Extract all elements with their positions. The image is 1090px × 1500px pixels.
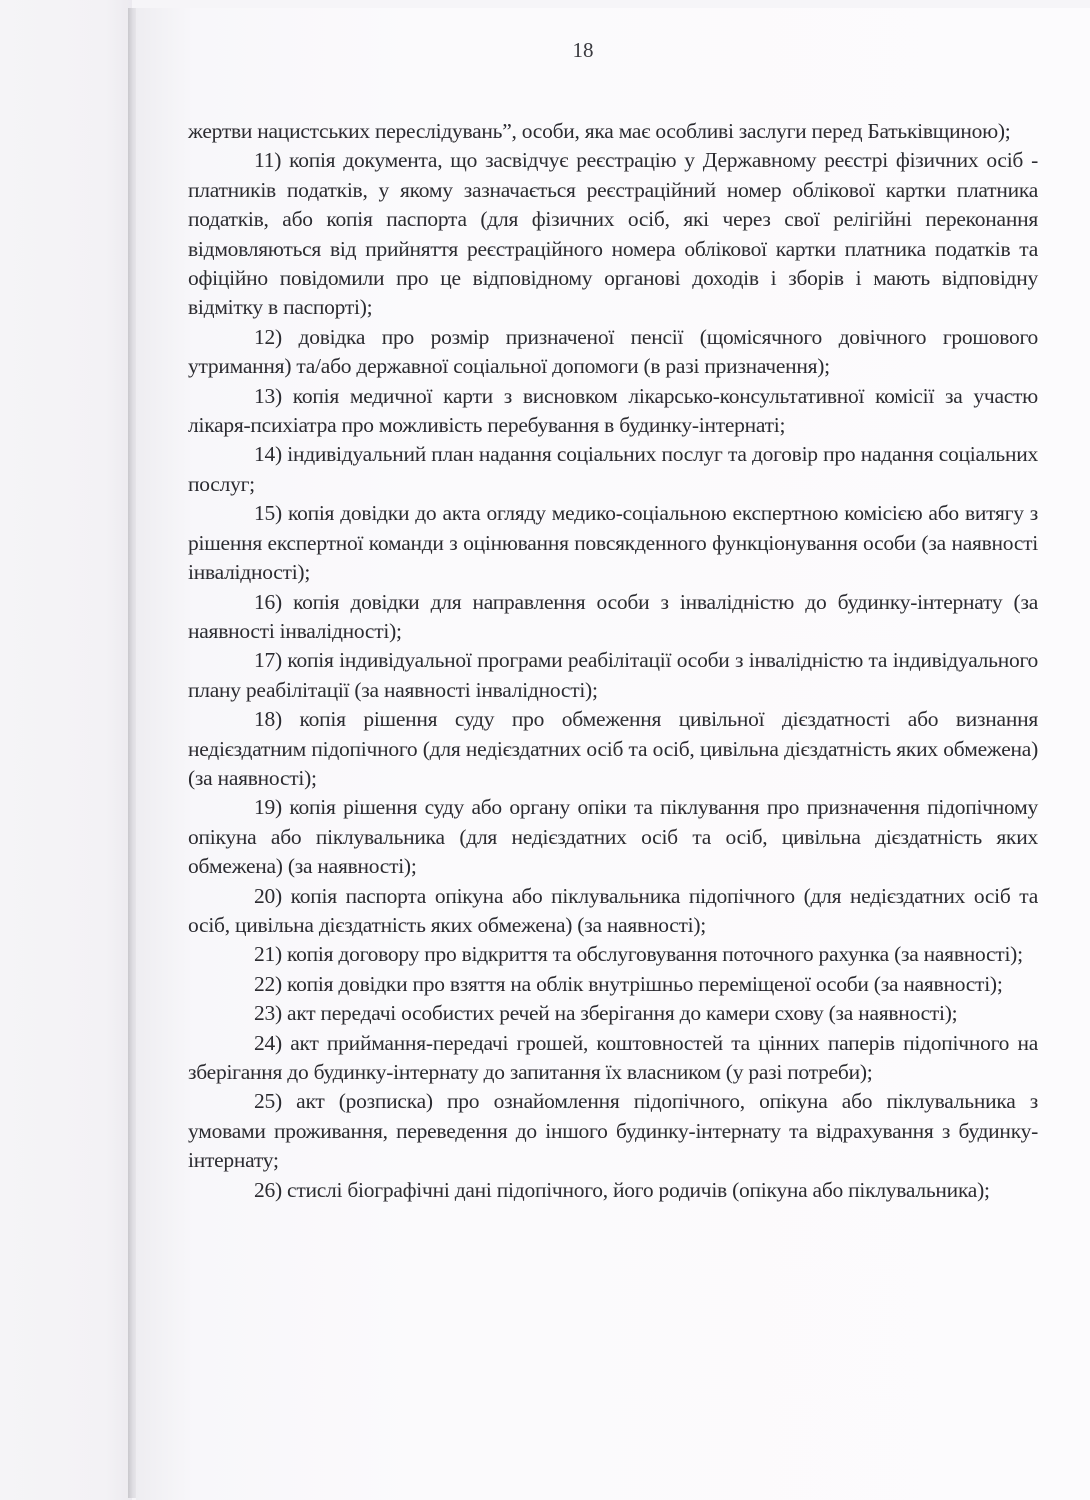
list-item-12: 12) довідка про розмір призначеної пенсії (щомісячного довічного грошового утримання) та/або державної соціальної допомоги (в разі призначення); (188, 324, 1038, 379)
list-item-17: 17) копія індивідуальної програми реабілітації особи з інвалідністю та індивідуального плану реабілітації (за наявності інвалідності); (188, 648, 1038, 702)
continuation-paragraph: жертви нацистських переслідувань”, особи, яка має особливі заслуги перед Батьківщиною); (188, 119, 1011, 143)
list-item-26: 26) стислі біографічні дані підопічного, його родичів (опікуна або піклувальника); (254, 1177, 990, 1202)
document-body (188, 117, 1038, 1205)
page-number: 18 (572, 38, 594, 62)
list-item-22: 22) копія довідки про взяття на облік внутрішньо переміщеної особи (за наявності); (254, 971, 1003, 996)
list-item-25: 25) акт (розписка) про ознайомлення підопічного, опікуна або піклувальника з умовами проживання, переведення до іншого будинку-інтернату та відрахування з будинку-інтернату; (188, 1089, 1038, 1173)
list-item-11: 11) копія документа, що засвідчує реєстрацію у Державному реєстрі фізичних осіб - платників податків, у якому зазначається реєстраційний номер облікової картки платника податків, або копія паспорта (для фізичних осіб, які через свої релігійні переконання відмовляються від прийняття реєстраційного номера облікової картки платника податків та офіційно повідомили про це відповідному органові доходів і зборів і мають відповідну відмітку в паспорті); (188, 148, 1038, 320)
list-item-23: 23) акт передачі особистих речей на зберігання до камери схову (за наявності); (254, 1001, 958, 1026)
list-item-14: 14) індивідуальний план надання соціальних послуг та договір про надання соціальних послуг; (188, 442, 1038, 496)
document-page (136, 8, 1090, 1500)
adjacent-page-edge (0, 0, 132, 1500)
list-item-19: 19) копія рішення суду або органу опіки та піклування про призначення підопічному опікуна або піклувальника (для недієздатних осіб та осіб, цивільна дієздатність яких обмежена) (за наявності); (188, 795, 1038, 879)
list-item-21: 21) копія договору про відкриття та обслуговування поточного рахунка (за наявності); (254, 942, 1023, 967)
list-item-24: 24) акт приймання-передачі грошей, коштовностей та цінних паперів підопічного на зберігання до будинку-інтернату до запитання їх власником (у разі потреби); (188, 1030, 1038, 1084)
list-item-13: 13) копія медичної карти з висновком лікарсько-консультативної комісії за участю лікаря-психіатра про можливість перебування в будинку-інтернаті; (188, 383, 1038, 438)
list-item-16: 16) копія довідки для направлення особи з інвалідністю до будинку-інтернату (за наявності інвалідності); (188, 589, 1038, 643)
list-item-20: 20) копія паспорта опікуна або піклувальника підопічного (для недієздатних осіб та осіб, цивільна дієздатність яких обмежена) (за наявності); (188, 883, 1038, 937)
list-item-18: 18) копія рішення суду про обмеження цивільної дієздатності або визнання недієздатним підопічного (для недієздатних осіб та осіб, цивільна дієздатність яких обмежена) (за наявності); (188, 707, 1038, 790)
list-item-15: 15) копія довідки до акта огляду медико-соціальною експертною комісією або витягу з рішення експертної команди з оцінювання повсякденного функціонування особи (за наявності інвалідності); (188, 501, 1038, 585)
